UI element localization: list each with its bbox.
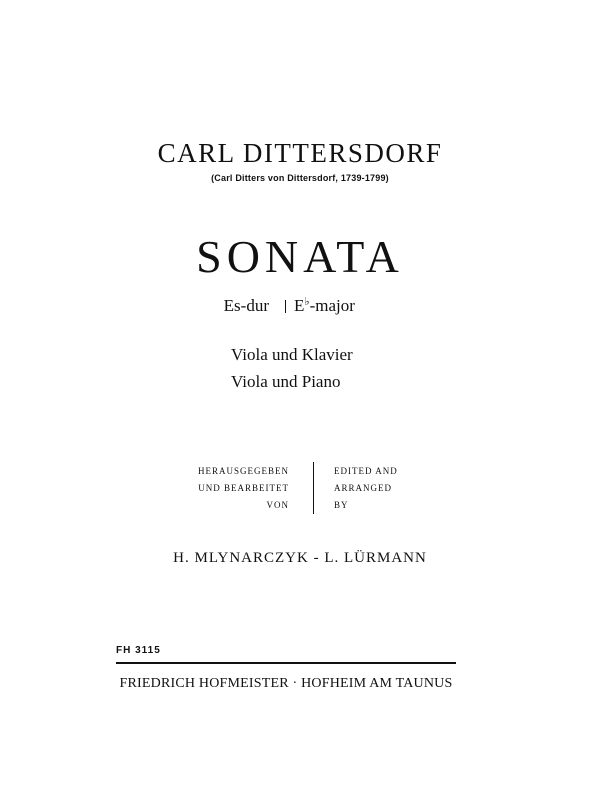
flat-symbol: ♭ [304, 296, 310, 308]
editors: H. MLYNARCZYK - L. LÜRMANN [173, 550, 427, 566]
credit-english-line: BY [334, 500, 349, 510]
credit-german [198, 463, 289, 514]
composer-name: CARL DITTERSDORF [157, 138, 443, 168]
footer-rule [116, 662, 456, 664]
work-title: SONATA [196, 231, 404, 282]
credit-divider [313, 462, 314, 514]
key-english [294, 296, 355, 316]
key-divider [285, 300, 286, 313]
credit-english-line: ARRANGED [334, 483, 393, 493]
key-german: Es-dur [223, 296, 269, 315]
composer-note: (Carl Ditters von Dittersdorf, 1739-1799) [211, 173, 389, 183]
credit-german-line: VON [266, 500, 289, 510]
instrumentation-german: Viola und Klavier [231, 345, 353, 364]
credit-english-line: EDITED AND [334, 466, 398, 476]
credit-german-line: HERAUSGEGEBEN [198, 466, 289, 476]
credit-english [334, 463, 398, 514]
key-english-suffix: -major [309, 296, 355, 315]
publisher: FRIEDRICH HOFMEISTER · HOFHEIM AM TAUNUS [119, 676, 453, 691]
instrumentation-english: Viola und Piano [231, 372, 341, 391]
key-english-letter: E [294, 296, 305, 315]
catalog-number: FH 3115 [116, 645, 161, 656]
credit-german-line: UND BEARBEITET [198, 483, 289, 493]
